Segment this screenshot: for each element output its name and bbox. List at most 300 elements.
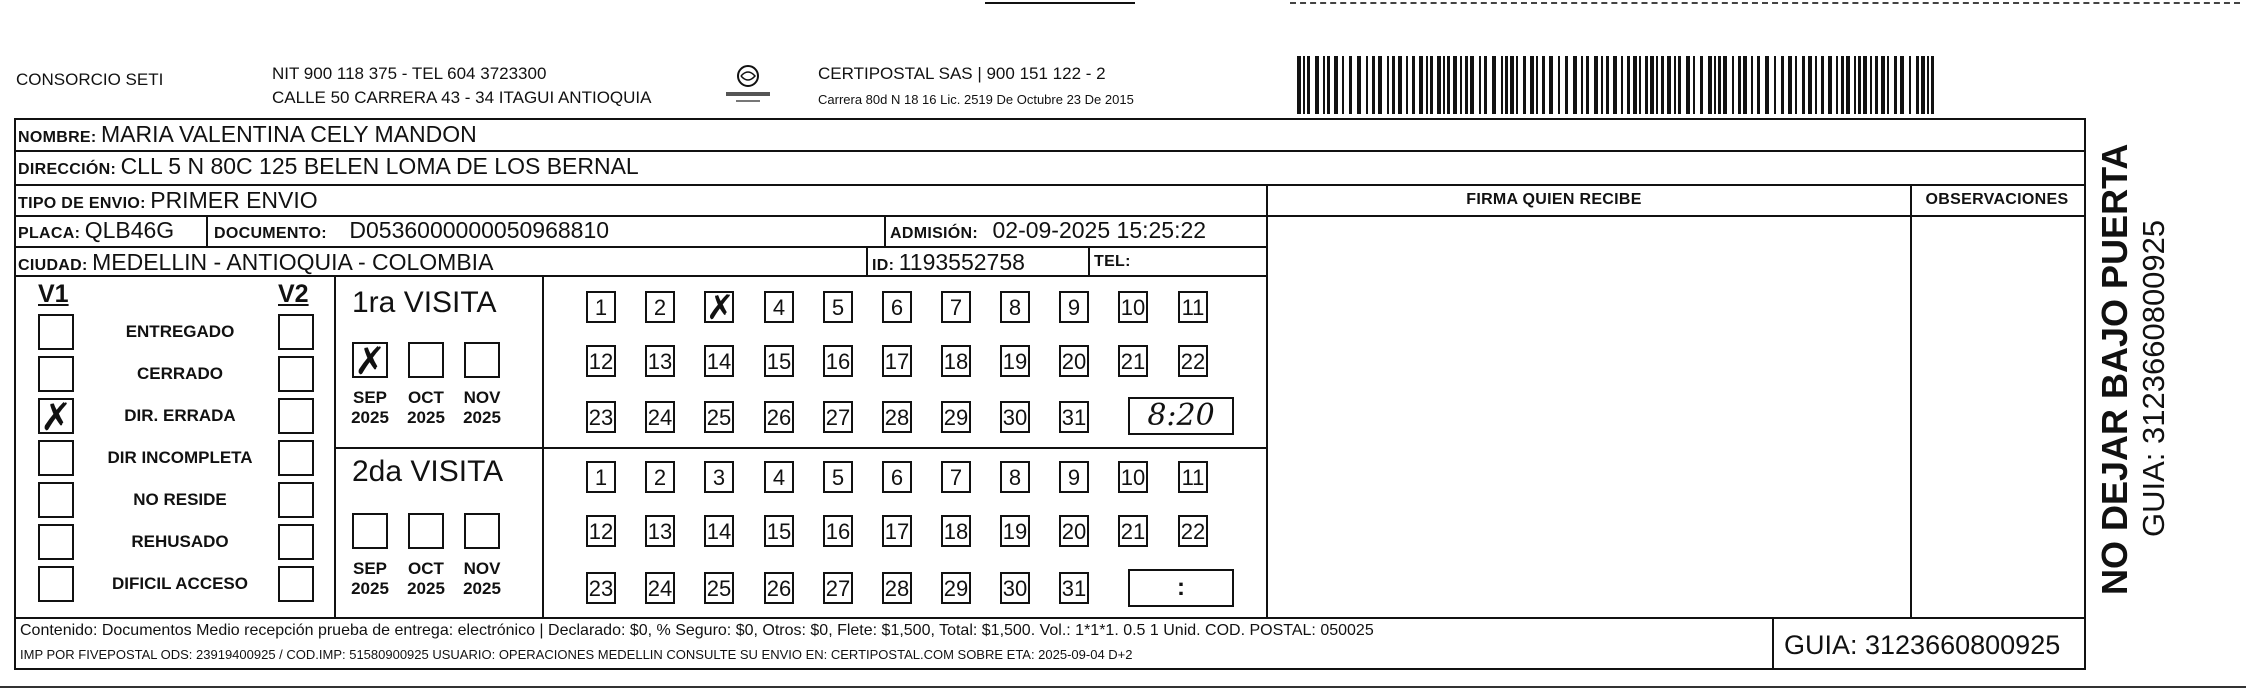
day-number: 22 [1180, 519, 1206, 544]
certipostal-line: CERTIPOSTAL SAS | 900 151 122 - 2 [818, 64, 1106, 83]
month-name: OCT [408, 559, 444, 578]
barcode-bar [1828, 56, 1832, 114]
top-dashed-rule [1290, 2, 2240, 4]
barcode-bar [1530, 56, 1534, 114]
day-box-24[interactable] [645, 401, 675, 433]
day-number: 2 [653, 295, 667, 320]
row-divider [14, 275, 1266, 277]
top-rule [985, 2, 1135, 4]
month-year: 2025 [463, 579, 501, 598]
barcode-bar [1366, 56, 1368, 114]
barcode-bar [1426, 56, 1428, 114]
observaciones-left-border [1910, 184, 1912, 617]
day-number: 16 [825, 519, 851, 544]
states-divider [334, 275, 336, 617]
id-row [872, 249, 1025, 276]
v2-checkbox[interactable] [278, 566, 314, 602]
license-line: Carrera 80d N 18 16 Lic. 2519 De Octubre 23 De 2015 [818, 92, 1134, 107]
day-number: 25 [706, 405, 732, 430]
day-box-12[interactable] [586, 515, 616, 547]
company-name: CONSORCIO SETI [16, 70, 164, 89]
day-number: 11 [1181, 295, 1205, 320]
day-box-9[interactable] [1059, 461, 1089, 493]
barcode-bar [1621, 56, 1623, 114]
day-number: 31 [1061, 576, 1087, 601]
barcode-bar [1738, 56, 1741, 114]
barcode-bar [1808, 56, 1812, 114]
day-box-2[interactable] [645, 291, 675, 323]
tel-label: TEL: [1094, 253, 1131, 270]
month-name: OCT [408, 388, 444, 407]
barcode-bar [1757, 56, 1760, 114]
barcode-bar [1523, 56, 1526, 114]
day-number: 13 [647, 519, 673, 544]
barcode-bar [1875, 56, 1878, 114]
day-number: 19 [1002, 519, 1028, 544]
ciudad-label: CIUDAD: [18, 257, 88, 274]
certipostal-logo-icon [718, 62, 778, 106]
barcode [1297, 56, 1937, 114]
day-box-17[interactable] [882, 345, 912, 377]
v1-checkbox[interactable] [38, 566, 74, 602]
day-box-8[interactable] [1000, 461, 1030, 493]
day-number: 6 [890, 295, 904, 320]
day-box-4[interactable] [764, 461, 794, 493]
month-name: NOV [463, 559, 501, 578]
visits-divider [334, 447, 1266, 449]
barcode-bar [1894, 56, 1897, 114]
barcode-bar [1678, 56, 1681, 114]
day-number: 18 [943, 349, 969, 374]
documento-value: D0536000000050968810 [349, 217, 610, 243]
v2-checkbox[interactable] [278, 482, 314, 518]
day-box-4[interactable] [764, 291, 794, 323]
barcode-bar [1542, 56, 1545, 114]
day-number: 8 [1008, 465, 1022, 490]
observaciones-right-border [2084, 184, 2086, 617]
day-number: 26 [766, 405, 792, 430]
day-box-31[interactable] [1059, 572, 1089, 604]
day-box-12[interactable] [586, 345, 616, 377]
day-number: 22 [1180, 349, 1206, 374]
footer-divider [14, 617, 2086, 619]
barcode-bar [1460, 56, 1462, 114]
day-number: 2 [653, 465, 667, 490]
day-number: 21 [1120, 519, 1146, 544]
v1-checkbox[interactable] [38, 314, 74, 350]
day-box-29[interactable] [941, 572, 971, 604]
footer-guia-divider [1772, 617, 1774, 670]
day-number: 30 [1002, 405, 1028, 430]
month-year: 2025 [407, 408, 445, 427]
day-number: 28 [884, 576, 910, 601]
day-box-5[interactable] [823, 291, 853, 323]
day-box-13[interactable] [645, 345, 675, 377]
day-box-28[interactable] [882, 401, 912, 433]
day-number: 19 [1002, 349, 1028, 374]
barcode-bar [1323, 56, 1325, 114]
month-checkbox-oct[interactable] [408, 342, 444, 378]
day-number: 1 [594, 295, 608, 320]
day-number: 24 [647, 576, 673, 601]
barcode-bar [1505, 56, 1508, 114]
barcode-bar [1470, 56, 1474, 114]
barcode-bar [1714, 56, 1716, 114]
month-name: NOV [463, 388, 501, 407]
barcode-bar [1392, 56, 1395, 114]
row-divider [14, 246, 1266, 248]
id-value: 1193552758 [898, 249, 1025, 275]
v1-checkbox[interactable] [38, 395, 74, 439]
barcode-bar [1870, 56, 1872, 114]
day-box-6[interactable] [882, 291, 912, 323]
id-label: ID: [872, 257, 895, 274]
barcode-bar [1307, 56, 1310, 114]
barcode-bar [1558, 56, 1560, 114]
barcode-bar [1788, 56, 1792, 114]
second-visit-title: 2da VISITA [352, 455, 504, 488]
barcode-bar [1581, 56, 1583, 114]
barcode-bar [1327, 56, 1330, 114]
barcode-bar [1927, 56, 1929, 114]
day-box-27[interactable] [823, 572, 853, 604]
v1-checkbox[interactable] [38, 356, 74, 392]
barcode-bar [1412, 56, 1415, 114]
bottom-rule [0, 686, 2246, 688]
cell-divider [206, 215, 208, 246]
day-box-30[interactable] [1000, 572, 1030, 604]
v1-checkbox[interactable] [38, 482, 74, 518]
admision-value: 02-09-2025 15:25:22 [992, 217, 1207, 243]
day-number: 30 [1002, 576, 1028, 601]
day-box-11[interactable] [1178, 291, 1208, 323]
month-label [454, 559, 510, 599]
footer-contenido: Contenido: Documentos Medio recepción prueba de entrega: electrónico | Declarado: $0, % Seguro: $0, Otros: $0, Flete: $1,500, Total: $1,500. Vol.: 1*1*1. 0.5 1 Unid. COD. POSTAL: 050025 [20, 622, 1374, 639]
day-box-26[interactable] [764, 572, 794, 604]
state-label: DIR. ERRADA [124, 406, 236, 425]
month-year: 2025 [463, 408, 501, 427]
barcode-bar [1633, 56, 1637, 114]
day-box-16[interactable] [823, 515, 853, 547]
day-box-20[interactable] [1059, 345, 1089, 377]
day-box-15[interactable] [764, 515, 794, 547]
day-box-1[interactable] [586, 461, 616, 493]
barcode-bar [1398, 56, 1402, 114]
day-box-23[interactable] [586, 401, 616, 433]
state-label: CERRADO [137, 364, 223, 383]
day-box-3[interactable] [704, 461, 734, 493]
nombre-label: NOMBRE: [18, 129, 97, 146]
day-number: 14 [706, 349, 732, 374]
barcode-bar [1492, 56, 1496, 114]
day-box-2[interactable] [645, 461, 675, 493]
day-number: 13 [647, 349, 673, 374]
barcode-bar [1656, 56, 1658, 114]
day-number: 12 [588, 519, 614, 544]
documento-label: DOCUMENTO: [214, 225, 327, 242]
day-number: 9 [1067, 295, 1081, 320]
second-time-box[interactable] [1128, 569, 1234, 607]
day-box-6[interactable] [882, 461, 912, 493]
direccion-value: CLL 5 N 80C 125 BELEN LOMA DE LOS BERNAL [120, 153, 639, 179]
barcode-bar [1627, 56, 1630, 114]
day-box-7[interactable] [941, 461, 971, 493]
day-box-5[interactable] [823, 461, 853, 493]
address-line: CALLE 50 CARRERA 43 - 34 ITAGUI ANTIOQUIA [272, 88, 652, 107]
day-box-26[interactable] [764, 401, 794, 433]
observaciones-label: OBSERVACIONES [1925, 191, 2069, 208]
side-guia: GUIA: 3123660800925 [2136, 219, 2171, 537]
barcode-bar [1645, 56, 1648, 114]
barcode-bar [1549, 56, 1553, 114]
day-box-1[interactable] [586, 291, 616, 323]
day-box-14[interactable] [704, 345, 734, 377]
barcode-bar [1453, 56, 1457, 114]
day-box-23[interactable] [586, 572, 616, 604]
day-box-18[interactable] [941, 515, 971, 547]
day-box-22[interactable] [1178, 345, 1208, 377]
first-visit-title: 1ra VISITA [352, 286, 497, 319]
month-label [342, 559, 398, 599]
day-box-10[interactable] [1118, 291, 1148, 323]
day-number: 15 [766, 519, 792, 544]
barcode-bar [1881, 56, 1885, 114]
day-box-22[interactable] [1178, 515, 1208, 547]
day-number: 11 [1181, 465, 1205, 490]
check-mark-icon: ✗ [40, 395, 72, 439]
barcode-bar [1613, 56, 1617, 114]
barcode-bar [1718, 56, 1721, 114]
day-number: 28 [884, 405, 910, 430]
barcode-bar [1686, 56, 1690, 114]
v2-checkbox[interactable] [278, 524, 314, 560]
day-box-18[interactable] [941, 345, 971, 377]
firma-label: FIRMA QUIEN RECIBE [1466, 191, 1642, 208]
day-box-24[interactable] [645, 572, 675, 604]
day-number: 7 [949, 465, 963, 490]
day-box-31[interactable] [1059, 401, 1089, 433]
v2-checkbox[interactable] [278, 314, 314, 350]
barcode-bar [1406, 56, 1408, 114]
day-box-13[interactable] [645, 515, 675, 547]
second-time-value: : [1177, 574, 1185, 601]
v2-checkbox[interactable] [278, 440, 314, 476]
day-box-checked[interactable] [704, 288, 735, 328]
day-number: 27 [825, 405, 851, 430]
barcode-bar [1334, 56, 1338, 114]
barcode-bar [1378, 56, 1382, 114]
day-number: 7 [949, 295, 963, 320]
month-checkbox-nov[interactable] [464, 513, 500, 549]
day-box-9[interactable] [1059, 291, 1089, 323]
state-label: REHUSADO [131, 532, 229, 551]
footer-imp: IMP POR FIVEPOSTAL ODS: 23919400925 / COD.IMP: 51580900925 USUARIO: OPERACIONES MEDELLIN CONSULTE SU ENVIO EN: CERTIPOSTAL.COM SOBRE ETA: 2025-09-04 D+2 [20, 647, 1133, 662]
day-number: 23 [588, 405, 614, 430]
month-checkbox-sep[interactable] [352, 339, 388, 383]
day-box-25[interactable] [704, 401, 734, 433]
barcode-bar [1909, 56, 1911, 114]
barcode-bar [1516, 56, 1518, 114]
day-number: 16 [825, 349, 851, 374]
barcode-bar [1650, 56, 1654, 114]
day-number: 4 [772, 465, 786, 490]
barcode-bar [1667, 56, 1671, 114]
barcode-bar [1349, 56, 1352, 114]
day-number: 20 [1061, 519, 1087, 544]
month-checkbox-nov[interactable] [464, 342, 500, 378]
barcode-bar [1536, 56, 1538, 114]
nombre-value: MARIA VALENTINA CELY MANDON [101, 121, 477, 147]
barcode-bar [1443, 56, 1445, 114]
day-box-14[interactable] [704, 515, 734, 547]
months-divider [542, 275, 544, 617]
day-number: 23 [588, 576, 614, 601]
barcode-bar [1708, 56, 1712, 114]
day-box-27[interactable] [823, 401, 853, 433]
barcode-bar [1606, 56, 1609, 114]
nit-line: NIT 900 118 375 - TEL 604 3723300 [272, 64, 547, 83]
day-number: 8 [1008, 295, 1022, 320]
v2-checkbox[interactable] [278, 356, 314, 392]
day-box-19[interactable] [1000, 345, 1030, 377]
row-divider [14, 150, 2086, 152]
day-number: 29 [943, 405, 969, 430]
side-text [2094, 135, 2204, 595]
barcode-bar [1846, 56, 1850, 114]
firma-left-border [1266, 184, 1268, 617]
day-box-17[interactable] [882, 515, 912, 547]
day-number: 27 [825, 576, 851, 601]
barcode-bar [1887, 56, 1889, 114]
day-box-10[interactable] [1118, 461, 1148, 493]
ciudad-value: MEDELLIN - ANTIOQUIA - COLOMBIA [92, 249, 494, 275]
barcode-bar [1565, 56, 1568, 114]
footer-guia: GUIA: 3123660800925 [1784, 630, 2061, 660]
day-box-21[interactable] [1118, 515, 1148, 547]
tipo-value: PRIMER ENVIO [150, 187, 318, 213]
v1-checkbox[interactable] [38, 524, 74, 560]
day-box-19[interactable] [1000, 515, 1030, 547]
month-label [398, 559, 454, 599]
barcode-bar [1765, 56, 1769, 114]
day-number: 17 [884, 349, 910, 374]
month-checkbox-oct[interactable] [408, 513, 444, 549]
tipo-label: TIPO DE ENVIO: [18, 195, 146, 212]
documento-row [214, 217, 609, 244]
day-number: 15 [766, 349, 792, 374]
barcode-bar [1601, 56, 1603, 114]
day-number: 4 [772, 295, 786, 320]
barcode-bar [1661, 56, 1664, 114]
direccion-label: DIRECCIÓN: [18, 161, 117, 178]
month-year: 2025 [407, 579, 445, 598]
barcode-bar [1751, 56, 1753, 114]
barcode-bar [1774, 56, 1776, 114]
day-box-28[interactable] [882, 572, 912, 604]
day-number: 10 [1120, 295, 1146, 320]
month-label [342, 388, 398, 428]
barcode-bar [1501, 56, 1503, 114]
day-number: 21 [1120, 349, 1146, 374]
day-box-29[interactable] [941, 401, 971, 433]
tipo-row [18, 187, 318, 214]
barcode-bar [1297, 56, 1301, 114]
day-number: 3 [712, 465, 726, 490]
barcode-bar [1863, 56, 1867, 114]
barcode-bar [1858, 56, 1861, 114]
month-name: SEP [352, 388, 388, 407]
day-box-21[interactable] [1118, 345, 1148, 377]
barcode-bar [1723, 56, 1727, 114]
day-box-8[interactable] [1000, 291, 1030, 323]
barcode-bar [1854, 56, 1856, 114]
day-number: 26 [766, 576, 792, 601]
day-number: 10 [1120, 465, 1146, 490]
state-label: NO RESIDE [133, 490, 227, 509]
day-box-16[interactable] [823, 345, 853, 377]
day-number: 12 [588, 349, 614, 374]
barcode-bar [1303, 56, 1305, 114]
v1-label: V1 [38, 280, 69, 308]
day-box-25[interactable] [704, 572, 734, 604]
check-mark-icon: ✗ [354, 339, 386, 383]
row-divider [14, 184, 2086, 186]
barcode-bar [1732, 56, 1734, 114]
barcode-bar [1419, 56, 1423, 114]
barcode-bar [1916, 56, 1919, 114]
barcode-bar [1821, 56, 1824, 114]
month-label [398, 388, 454, 428]
day-box-30[interactable] [1000, 401, 1030, 433]
barcode-bar [1743, 56, 1747, 114]
day-box-15[interactable] [764, 345, 794, 377]
barcode-bar [1465, 56, 1468, 114]
day-box-11[interactable] [1178, 461, 1208, 493]
barcode-bar [1781, 56, 1784, 114]
state-label: ENTREGADO [125, 322, 235, 341]
first-time-box[interactable] [1128, 397, 1234, 435]
check-mark-icon: ✗ [706, 288, 735, 328]
day-box-7[interactable] [941, 291, 971, 323]
state-label: DIFICIL ACCESO [111, 574, 248, 593]
barcode-bar [1315, 56, 1319, 114]
day-number: 1 [594, 465, 608, 490]
barcode-bar [1700, 56, 1703, 114]
barcode-bar [1447, 56, 1450, 114]
direccion-row [18, 153, 639, 180]
nombre-row [18, 121, 477, 148]
day-number: 9 [1067, 465, 1081, 490]
barcode-bar [1573, 56, 1577, 114]
day-box-20[interactable] [1059, 515, 1089, 547]
month-year: 2025 [351, 408, 389, 427]
barcode-bar [1342, 56, 1344, 114]
month-checkbox-sep[interactable] [352, 513, 388, 549]
barcode-bar [1479, 56, 1481, 114]
barcode-bar [1586, 56, 1589, 114]
v2-checkbox[interactable] [278, 398, 314, 434]
barcode-bar [1510, 56, 1514, 114]
day-number: 25 [706, 576, 732, 601]
v2-label: V2 [278, 280, 309, 308]
placa-value: QLB46G [84, 217, 175, 243]
barcode-bar [1795, 56, 1797, 114]
v1-checkbox[interactable] [38, 440, 74, 476]
day-number: 29 [943, 576, 969, 601]
month-label [454, 388, 510, 428]
cell-divider [1088, 246, 1090, 275]
placa-row [18, 217, 174, 244]
